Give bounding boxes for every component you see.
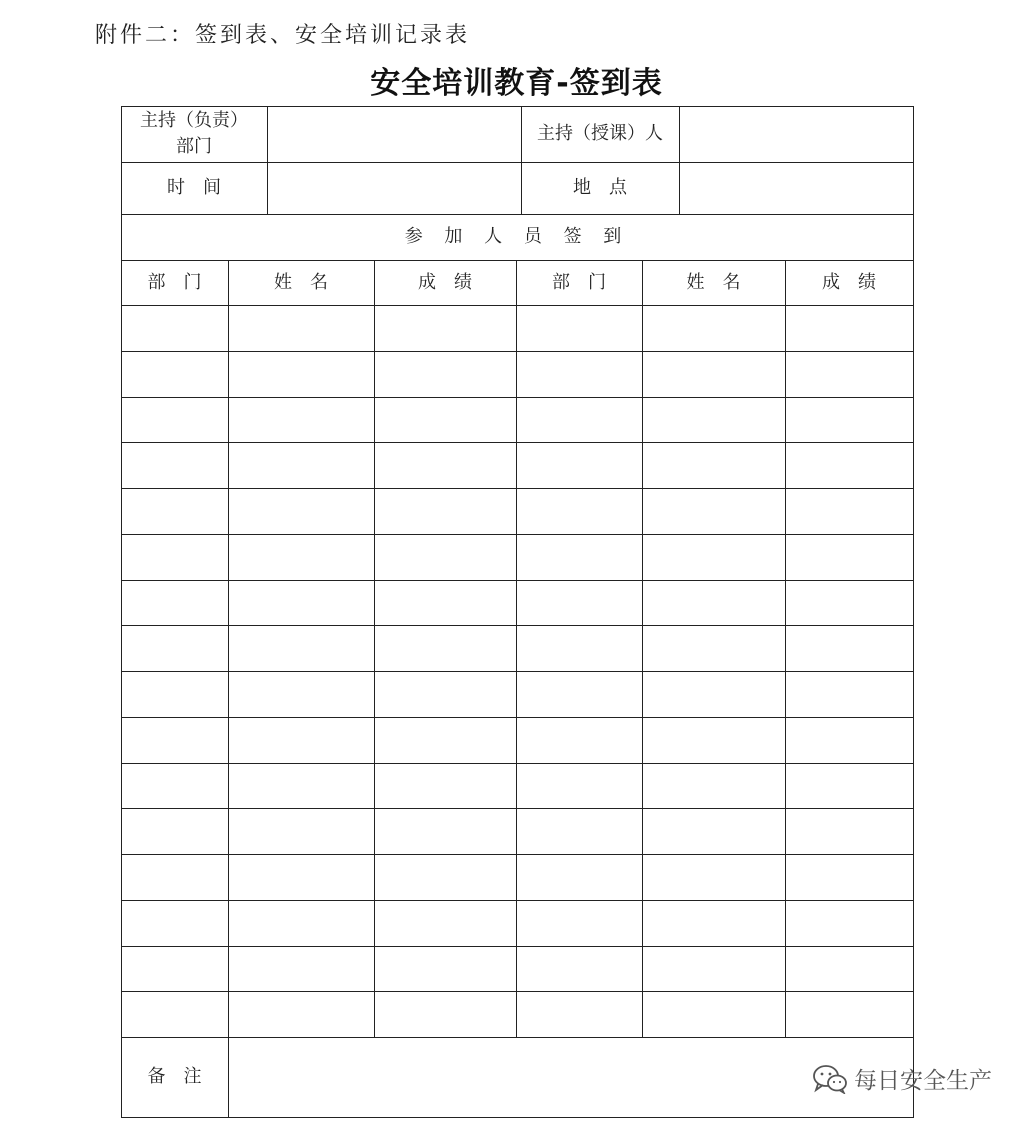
time-field[interactable] xyxy=(267,162,521,214)
table-cell[interactable] xyxy=(785,625,913,671)
table-cell[interactable] xyxy=(121,854,228,900)
watermark-text: 每日安全生产 xyxy=(854,1068,992,1094)
table-cell[interactable] xyxy=(121,351,228,397)
table-cell[interactable] xyxy=(785,305,913,351)
table-cell[interactable] xyxy=(642,305,785,351)
table-cell[interactable] xyxy=(374,351,516,397)
host-dept-field[interactable] xyxy=(267,106,521,162)
table-cell[interactable] xyxy=(374,900,516,946)
table-cell[interactable] xyxy=(121,488,228,534)
vertical-rule xyxy=(516,260,517,1038)
table-cell[interactable] xyxy=(228,808,374,854)
table-cell[interactable] xyxy=(516,397,642,443)
table-cell[interactable] xyxy=(642,763,785,809)
table-cell[interactable] xyxy=(516,671,642,717)
table-cell[interactable] xyxy=(121,625,228,671)
table-cell[interactable] xyxy=(785,946,913,992)
horizontal-rule xyxy=(121,534,914,535)
table-cell[interactable] xyxy=(516,488,642,534)
table-cell[interactable] xyxy=(121,946,228,992)
vertical-rule xyxy=(374,260,375,1038)
horizontal-rule xyxy=(121,488,914,489)
horizontal-rule xyxy=(121,106,914,107)
table-cell[interactable] xyxy=(121,991,228,1037)
horizontal-rule xyxy=(121,351,914,352)
table-cell[interactable] xyxy=(642,351,785,397)
horizontal-rule xyxy=(121,946,914,947)
table-cell[interactable] xyxy=(228,763,374,809)
host-dept-label-text: 主持（负责）部门 xyxy=(140,110,248,157)
attendance-title: 参 加 人 员 签 到 xyxy=(404,226,630,247)
horizontal-rule xyxy=(121,854,914,855)
vertical-rule xyxy=(913,106,914,1118)
vertical-rule xyxy=(521,106,522,215)
table-cell[interactable] xyxy=(642,808,785,854)
table-cell[interactable] xyxy=(642,717,785,763)
horizontal-rule xyxy=(121,1117,914,1118)
table-cell[interactable] xyxy=(228,991,374,1037)
table-cell[interactable] xyxy=(121,397,228,443)
table-cell[interactable] xyxy=(228,900,374,946)
horizontal-rule xyxy=(121,397,914,398)
table-cell[interactable] xyxy=(516,991,642,1037)
table-cell[interactable] xyxy=(121,534,228,580)
vertical-rule xyxy=(228,260,229,1038)
horizontal-rule xyxy=(121,900,914,901)
vertical-rule xyxy=(642,260,643,1038)
vertical-rule xyxy=(267,106,268,215)
table-cell[interactable] xyxy=(228,671,374,717)
wechat-icon xyxy=(812,1064,848,1094)
vertical-rule xyxy=(228,1037,229,1118)
table-cell[interactable] xyxy=(642,671,785,717)
table-cell[interactable] xyxy=(516,305,642,351)
column-header-dept: 部 门 xyxy=(147,271,202,293)
table-cell[interactable] xyxy=(374,717,516,763)
horizontal-rule xyxy=(121,717,914,718)
table-cell[interactable] xyxy=(642,946,785,992)
table-cell[interactable] xyxy=(374,305,516,351)
table-cell[interactable] xyxy=(642,580,785,626)
horizontal-rule xyxy=(121,442,914,443)
table-cell[interactable] xyxy=(785,991,913,1037)
table-cell[interactable] xyxy=(785,534,913,580)
table-cell[interactable] xyxy=(785,488,913,534)
table-cell[interactable] xyxy=(785,397,913,443)
table-cell[interactable] xyxy=(785,580,913,626)
table-cell[interactable] xyxy=(374,763,516,809)
lecturer-label: 主持（授课）人 xyxy=(537,123,663,144)
vertical-rule xyxy=(121,106,122,1118)
table-cell[interactable] xyxy=(121,671,228,717)
table-cell[interactable] xyxy=(642,488,785,534)
form-title: 安全培训教育-签到表 xyxy=(370,66,663,101)
table-cell[interactable] xyxy=(516,763,642,809)
table-cell[interactable] xyxy=(516,351,642,397)
table-cell[interactable] xyxy=(374,397,516,443)
table-cell[interactable] xyxy=(785,351,913,397)
table-cell[interactable] xyxy=(785,900,913,946)
watermark xyxy=(812,1062,992,1095)
column-header-name: 姓 名 xyxy=(686,271,741,293)
table-cell[interactable] xyxy=(516,717,642,763)
table-cell[interactable] xyxy=(228,534,374,580)
table-cell[interactable] xyxy=(785,808,913,854)
horizontal-rule xyxy=(121,991,914,992)
table-cell[interactable] xyxy=(228,625,374,671)
table-cell[interactable] xyxy=(121,717,228,763)
table-cell[interactable] xyxy=(642,397,785,443)
table-cell[interactable] xyxy=(374,854,516,900)
table-cell[interactable] xyxy=(374,442,516,488)
vertical-rule xyxy=(785,260,786,1038)
table-cell[interactable] xyxy=(642,854,785,900)
table-cell[interactable] xyxy=(516,625,642,671)
table-cell[interactable] xyxy=(516,946,642,992)
remarks-label: 备 注 xyxy=(147,1066,202,1087)
table-cell[interactable] xyxy=(228,580,374,626)
attachment-title: 附件二：签到表、安全培训记录表 xyxy=(95,23,471,48)
horizontal-rule xyxy=(121,162,914,163)
table-cell[interactable] xyxy=(785,717,913,763)
table-cell[interactable] xyxy=(642,625,785,671)
table-cell[interactable] xyxy=(121,763,228,809)
horizontal-rule xyxy=(121,260,914,261)
table-cell[interactable] xyxy=(228,397,374,443)
table-cell[interactable] xyxy=(228,305,374,351)
table-cell[interactable] xyxy=(228,351,374,397)
table-cell[interactable] xyxy=(516,534,642,580)
column-header-score: 成 绩 xyxy=(418,271,472,293)
place-field[interactable] xyxy=(679,162,913,214)
table-cell[interactable] xyxy=(516,854,642,900)
table-cell[interactable] xyxy=(642,991,785,1037)
horizontal-rule xyxy=(121,763,914,764)
column-header-name: 姓 名 xyxy=(274,271,328,293)
table-cell[interactable] xyxy=(374,991,516,1037)
horizontal-rule xyxy=(121,1037,914,1038)
table-cell[interactable] xyxy=(516,900,642,946)
column-header-score: 成 绩 xyxy=(822,271,876,293)
table-cell[interactable] xyxy=(121,900,228,946)
table-cell[interactable] xyxy=(642,534,785,580)
table-cell[interactable] xyxy=(121,305,228,351)
table-cell[interactable] xyxy=(228,946,374,992)
table-cell[interactable] xyxy=(516,580,642,626)
table-cell[interactable] xyxy=(516,442,642,488)
table-cell[interactable] xyxy=(121,808,228,854)
table-cell[interactable] xyxy=(228,488,374,534)
table-cell[interactable] xyxy=(642,900,785,946)
table-cell[interactable] xyxy=(785,671,913,717)
table-cell[interactable] xyxy=(785,763,913,809)
table-cell[interactable] xyxy=(228,717,374,763)
horizontal-rule xyxy=(121,305,914,306)
remarks-field[interactable] xyxy=(228,1037,913,1117)
table-cell[interactable] xyxy=(228,854,374,900)
horizontal-rule xyxy=(121,625,914,626)
table-cell[interactable] xyxy=(374,625,516,671)
table-cell[interactable] xyxy=(516,808,642,854)
table-cell[interactable] xyxy=(121,442,228,488)
table-cell[interactable] xyxy=(228,442,374,488)
horizontal-rule xyxy=(121,214,914,215)
table-cell[interactable] xyxy=(374,534,516,580)
host-dept-label xyxy=(121,106,267,162)
horizontal-rule xyxy=(121,671,914,672)
table-cell[interactable] xyxy=(374,808,516,854)
table-cell[interactable] xyxy=(374,488,516,534)
horizontal-rule xyxy=(121,808,914,809)
place-label: 地 点 xyxy=(573,177,627,198)
table-cell[interactable] xyxy=(374,580,516,626)
table-cell[interactable] xyxy=(785,854,913,900)
table-cell[interactable] xyxy=(785,442,913,488)
horizontal-rule xyxy=(121,580,914,581)
table-cell[interactable] xyxy=(374,946,516,992)
table-cell[interactable] xyxy=(374,671,516,717)
table-cell[interactable] xyxy=(642,442,785,488)
lecturer-field[interactable] xyxy=(679,106,913,162)
column-header-dept: 部 门 xyxy=(552,271,606,293)
vertical-rule xyxy=(679,106,680,215)
time-label: 时 间 xyxy=(167,177,221,198)
table-cell[interactable] xyxy=(121,580,228,626)
